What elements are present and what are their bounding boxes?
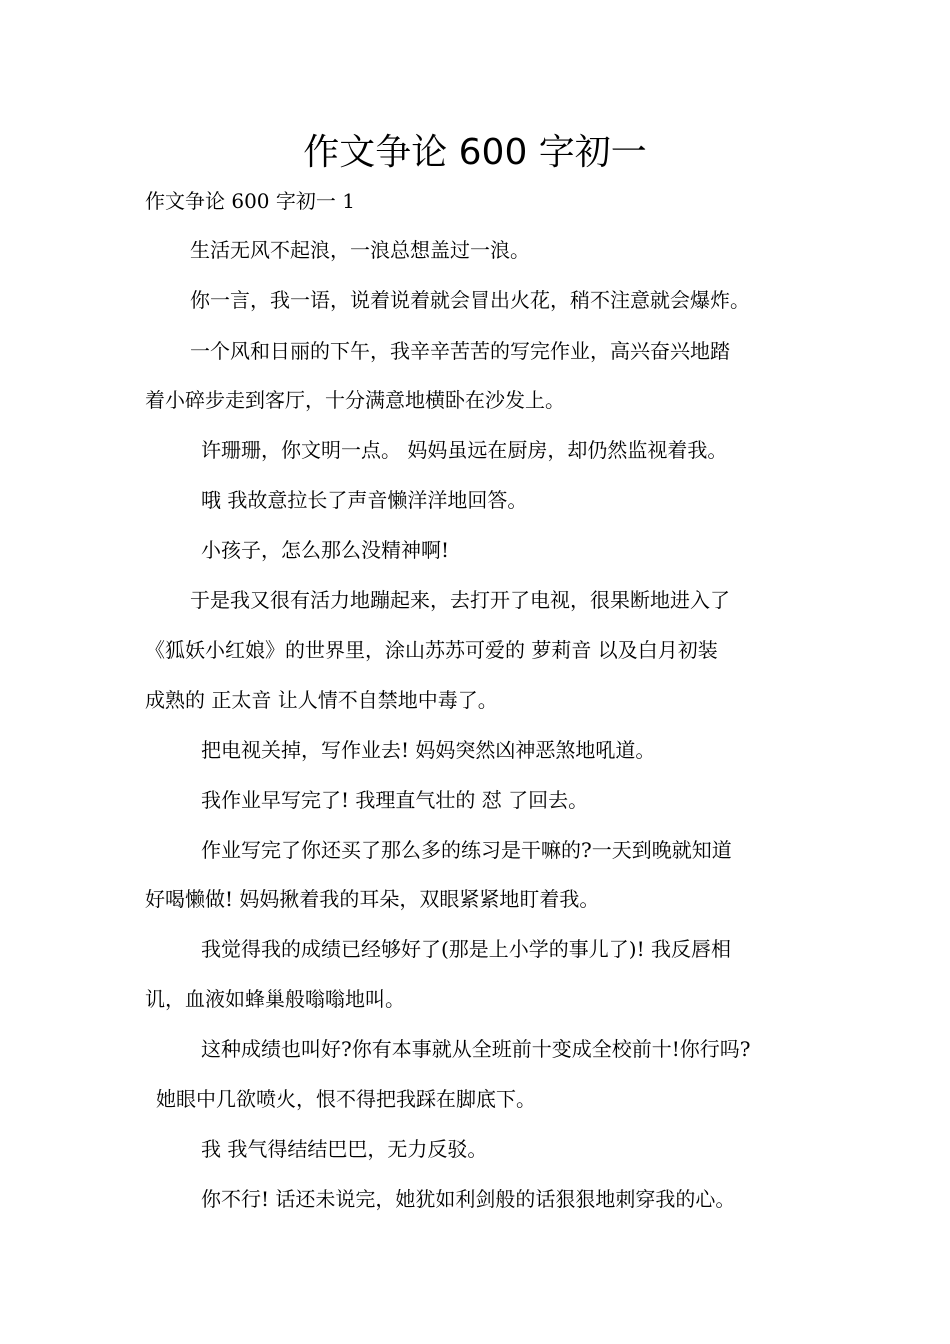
paragraph-line: 你一言，我一语，说着说着就会冒出火花，稍不注意就会爆炸。: [190, 288, 750, 312]
paragraph-line: 成熟的 正太音 让人情不自禁地中毒了。: [145, 688, 498, 712]
paragraph-line: 小孩子，怎么那么没精神啊!: [201, 538, 450, 562]
paragraph-line: 好喝懒做! 妈妈揪着我的耳朵，双眼紧紧地盯着我。: [145, 887, 600, 911]
paragraph-line: 我觉得我的成绩已经够好了(那是上小学的事儿了)! 我反唇相: [201, 937, 731, 961]
paragraph-line: 于是我又很有活力地蹦起来，去打开了电视，很果断地进入了: [190, 588, 730, 612]
paragraph-line: 这种成绩也叫好?你有本事就从全班前十变成全校前十!你行吗?: [201, 1037, 751, 1061]
paragraph-line: 《狐妖小红娘》的世界里，涂山苏苏可爱的 萝莉音 以及白月初装: [145, 638, 718, 662]
paragraph-line: 作业写完了你还买了那么多的练习是干嘛的?一天到晚就知道: [201, 838, 732, 862]
paragraph-line: 哦 我故意拉长了声音懒洋洋地回答。: [201, 488, 528, 512]
paragraph-line: 讥，血液如蜂巢般嗡嗡地叫。: [145, 987, 405, 1011]
paragraph-line: 她眼中几欲喷火，恨不得把我踩在脚底下。: [156, 1087, 536, 1111]
paragraph-line: 把电视关掉，写作业去! 妈妈突然凶神恶煞地吼道。: [201, 738, 656, 762]
paragraph-line: 你不行! 话还未说完，她犹如利剑般的话狠狠地刺穿我的心。: [201, 1187, 736, 1211]
paragraph-line: 许珊珊，你文明一点。 妈妈虽远在厨房，却仍然监视着我。: [201, 438, 728, 462]
paragraph-line: 着小碎步走到客厅，十分满意地横卧在沙发上。: [145, 388, 565, 412]
paragraph-line: 我作业早写完了! 我理直气壮的 怼 了回去。: [201, 788, 589, 812]
document-title: 作文争论 600 字初一: [303, 132, 647, 173]
document-subtitle: 作文争论 600 字初一 1: [145, 189, 355, 213]
paragraph-line: 生活无风不起浪，一浪总想盖过一浪。: [190, 238, 530, 262]
paragraph-line: 一个风和日丽的下午，我辛辛苦苦的写完作业，高兴奋兴地踏: [190, 339, 730, 363]
paragraph-line: 我 我气得结结巴巴，无力反驳。: [201, 1137, 488, 1161]
